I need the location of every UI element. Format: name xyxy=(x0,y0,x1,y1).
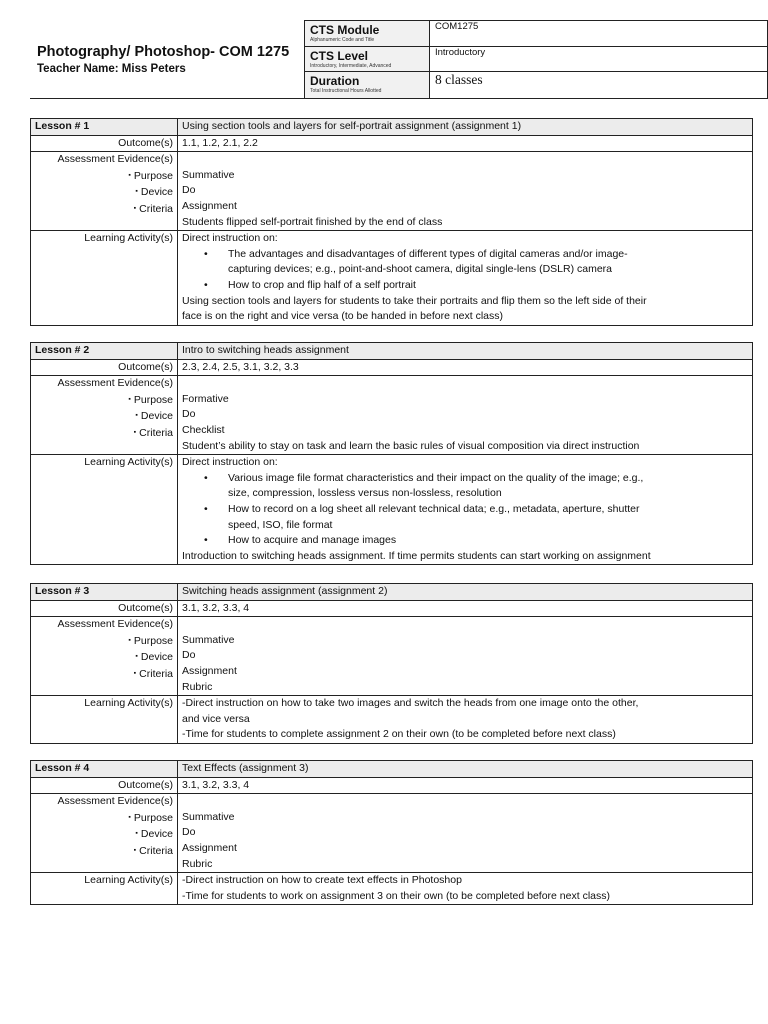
lesson-title: Using section tools and layers for self-portrait assignment (assignment 1) xyxy=(178,119,753,136)
learning-activity-label: Learning Activity(s) xyxy=(31,455,178,565)
activity-line: -Direct instruction on how to take two images and switch the heads from one image onto the other, xyxy=(182,697,639,710)
bullet-icon: ▪ xyxy=(128,636,131,644)
cts-module-label: CTS Module xyxy=(310,23,380,37)
lesson-table-1 xyxy=(30,118,753,326)
bullet-icon: • xyxy=(204,502,208,515)
criteria-detail: Students flipped self-portrait finished by the end of class xyxy=(182,215,443,228)
learning-activity-label: Learning Activity(s) xyxy=(31,696,178,744)
lesson-number: Lesson # 4 xyxy=(31,761,178,778)
cts-duration-sublabel: Total Instructional Hours Allotted xyxy=(310,88,382,94)
criteria-label: ▪ Criteria xyxy=(133,667,173,680)
learning-activity-row xyxy=(31,231,753,326)
bullet-icon: ▪ xyxy=(133,204,137,212)
learning-activity-value xyxy=(178,455,753,565)
activity-bullet: • The advantages and disadvantages of different types of digital cameras and/or image- capturing devices; e.g., point-and-shoot camera, digital single-lens (DSLR) camera xyxy=(182,247,748,278)
purpose-value: Summative xyxy=(182,810,235,823)
criteria-detail: Rubric xyxy=(182,680,213,693)
lesson-title: Intro to switching heads assignment xyxy=(178,343,753,360)
assessment-row xyxy=(31,152,753,231)
criteria-detail: Rubric xyxy=(182,857,213,870)
purpose-value: Formative xyxy=(182,392,229,405)
bullet-icon: ▪ xyxy=(135,830,138,838)
cts-level-label: CTS Level xyxy=(310,49,369,63)
bullet-icon: ▪ xyxy=(128,395,131,403)
bullet-icon: ▪ xyxy=(133,428,137,436)
criteria-detail: Student’s ability to stay on task and learn the basic rules of visual composition via direct instruction xyxy=(182,439,640,452)
cts-level-value: Introductory xyxy=(430,47,768,72)
cts-module-value: COM1275 xyxy=(430,21,768,47)
activity-line: -Direct instruction on how to create text effects in Photoshop xyxy=(182,874,462,887)
assessment-labels xyxy=(31,376,178,455)
criteria-value: Assignment xyxy=(182,841,237,854)
outcomes-value: 2.3, 2.4, 2.5, 3.1, 3.2, 3.3 xyxy=(178,359,753,376)
purpose-label: ▪ Purpose xyxy=(128,169,173,182)
assessment-label: Assessment Evidence(s) xyxy=(57,618,173,631)
bullet-icon: • xyxy=(204,278,208,291)
device-label: ▪ Device xyxy=(135,186,173,199)
assessment-labels xyxy=(31,617,178,696)
learning-activity-value xyxy=(178,231,753,326)
criteria-label: ▪ Criteria xyxy=(133,426,173,439)
learning-activity-label: Learning Activity(s) xyxy=(31,873,178,905)
bullet-icon: ▪ xyxy=(128,171,131,179)
assessment-label: Assessment Evidence(s) xyxy=(57,795,173,808)
bullet-icon: ▪ xyxy=(133,669,137,677)
lesson-title: Text Effects (assignment 3) xyxy=(178,761,753,778)
lesson-header-row xyxy=(31,119,753,136)
outcomes-label: Outcome(s) xyxy=(31,777,178,794)
activity-line: -Time for students to work on assignment 3 on their own (to be completed before next class) xyxy=(182,889,610,902)
activity-detail: face is on the right and vice versa (to be handed in before next class) xyxy=(182,310,504,323)
cts-level-label-cell xyxy=(305,47,430,72)
learning-activity-label: Learning Activity(s) xyxy=(31,231,178,326)
assessment-label: Assessment Evidence(s) xyxy=(57,377,173,390)
lesson-table-2 xyxy=(30,342,753,565)
device-value: Do xyxy=(182,649,196,662)
device-label: ▪ Device xyxy=(135,410,173,423)
cts-module-label-cell xyxy=(305,21,430,47)
lesson-header-row xyxy=(31,343,753,360)
header-divider xyxy=(30,98,304,99)
document-header xyxy=(37,44,289,77)
assessment-labels xyxy=(31,794,178,873)
cts-duration-label: Duration xyxy=(310,74,360,88)
activity-line: -Time for students to complete assignment 2 on their own (to be completed before next class) xyxy=(182,728,616,741)
assessment-values xyxy=(178,617,753,696)
document-title: Photography/ Photoshop- COM 1275 xyxy=(37,44,290,60)
teacher-name: Teacher Name: Miss Peters xyxy=(37,63,186,75)
learning-activity-value xyxy=(178,873,753,905)
purpose-label: ▪ Purpose xyxy=(128,634,173,647)
assessment-row xyxy=(31,617,753,696)
activity-intro: Direct instruction on: xyxy=(182,456,278,469)
lesson-table-3 xyxy=(30,583,753,744)
activity-bullet: • How to acquire and manage images xyxy=(182,533,748,549)
device-label: ▪ Device xyxy=(135,828,173,841)
bullet-icon: ▪ xyxy=(135,653,138,661)
outcomes-row xyxy=(31,777,753,794)
cts-duration-value: 8 classes xyxy=(430,72,768,99)
outcomes-value: 1.1, 1.2, 2.1, 2.2 xyxy=(178,135,753,152)
outcomes-row xyxy=(31,600,753,617)
assessment-values xyxy=(178,152,753,231)
lesson-table-4 xyxy=(30,760,753,905)
cts-level-sublabel: Introductory, Intermediate, Advanced xyxy=(310,63,392,69)
lesson-number: Lesson # 3 xyxy=(31,584,178,601)
bullet-icon: • xyxy=(204,247,208,260)
criteria-value: Assignment xyxy=(182,664,237,677)
bullet-icon: ▪ xyxy=(135,412,138,420)
activity-line: and vice versa xyxy=(182,712,250,725)
bullet-icon: • xyxy=(204,534,208,547)
bullet-icon: ▪ xyxy=(135,188,138,196)
device-label: ▪ Device xyxy=(135,651,173,664)
bullet-icon: ▪ xyxy=(128,813,131,821)
assessment-row xyxy=(31,376,753,455)
criteria-label: ▪ Criteria xyxy=(133,202,173,215)
bullet-icon: • xyxy=(204,471,208,484)
activity-bullet: • How to crop and flip half of a self portrait xyxy=(182,278,748,294)
cts-info-table xyxy=(304,20,768,99)
lesson-number: Lesson # 2 xyxy=(31,343,178,360)
outcomes-label: Outcome(s) xyxy=(31,359,178,376)
outcomes-label: Outcome(s) xyxy=(31,600,178,617)
outcomes-row xyxy=(31,359,753,376)
learning-activity-row xyxy=(31,696,753,744)
device-value: Do xyxy=(182,826,196,839)
activity-detail: Introduction to switching heads assignment. If time permits students can start working on assignment xyxy=(182,549,651,562)
outcomes-row xyxy=(31,135,753,152)
assessment-values xyxy=(178,794,753,873)
purpose-value: Summative xyxy=(182,168,235,181)
assessment-values xyxy=(178,376,753,455)
purpose-value: Summative xyxy=(182,633,235,646)
outcomes-value: 3.1, 3.2, 3.3, 4 xyxy=(178,777,753,794)
device-value: Do xyxy=(182,408,196,421)
assessment-row xyxy=(31,794,753,873)
lesson-title: Switching heads assignment (assignment 2) xyxy=(178,584,753,601)
assessment-label: Assessment Evidence(s) xyxy=(57,153,173,166)
activity-intro: Direct instruction on: xyxy=(182,232,278,245)
assessment-labels xyxy=(31,152,178,231)
criteria-label: ▪ Criteria xyxy=(133,844,173,857)
cts-module-sublabel: Alphanumeric Code and Title xyxy=(310,37,375,43)
criteria-value: Assignment xyxy=(182,199,237,212)
activity-bullet: • How to record on a log sheet all relevant technical data; e.g., metadata, aperture, shutter speed, ISO, file format xyxy=(182,502,748,533)
activity-bullet: • Various image file format characteristics and their impact on the quality of the image; e.g., size, compression, lossless versus non-lossless, resolution xyxy=(182,471,748,502)
bullet-icon: ▪ xyxy=(133,846,137,854)
learning-activity-row xyxy=(31,455,753,565)
activity-detail: Using section tools and layers for students to take their portraits and flip them so the left side of their xyxy=(182,294,647,307)
device-value: Do xyxy=(182,184,196,197)
purpose-label: ▪ Purpose xyxy=(128,811,173,824)
learning-activity-row xyxy=(31,873,753,905)
purpose-label: ▪ Purpose xyxy=(128,393,173,406)
lesson-header-row xyxy=(31,584,753,601)
lesson-header-row xyxy=(31,761,753,778)
cts-duration-label-cell xyxy=(305,72,430,99)
lesson-number: Lesson # 1 xyxy=(31,119,178,136)
outcomes-label: Outcome(s) xyxy=(31,135,178,152)
criteria-value: Checklist xyxy=(182,423,225,436)
outcomes-value: 3.1, 3.2, 3.3, 4 xyxy=(178,600,753,617)
learning-activity-value xyxy=(178,696,753,744)
